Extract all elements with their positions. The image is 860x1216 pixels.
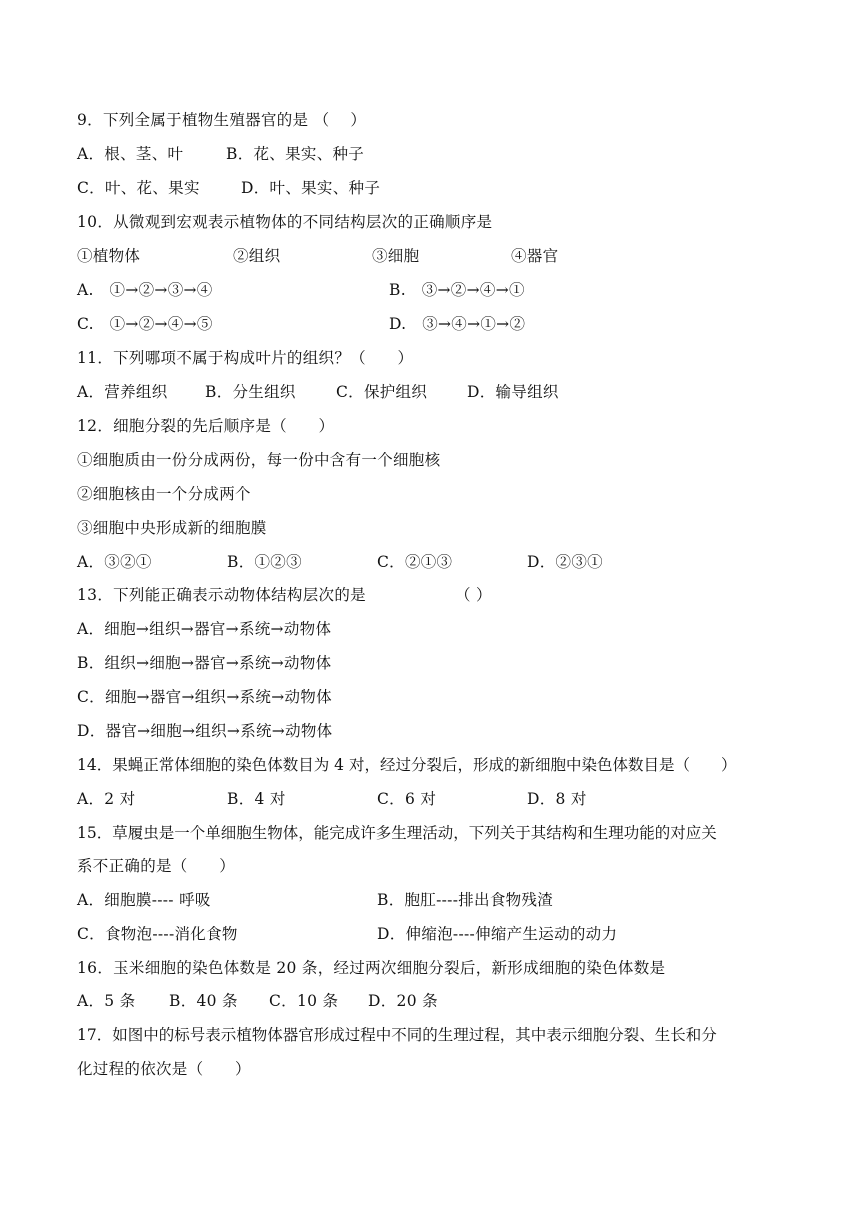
question-14-options-row: [77, 788, 777, 810]
question-13-option-b: B．组织→细胞→器官→系统→动物体: [77, 654, 332, 672]
option-d: D．②③①: [527, 553, 603, 571]
question-16-stem: 16．玉米细胞的染色体数是 20 条，经过两次细胞分裂后，新形成细胞的染色体数是: [77, 959, 666, 977]
item-3: ③细胞: [372, 247, 420, 265]
question-16-options-row: [77, 990, 777, 1012]
question-9-stem: 9．下列全属于植物生殖器官的是 （ ）: [77, 111, 367, 129]
option-d: D．8 对: [527, 790, 587, 808]
option-b: B．4 对: [227, 790, 286, 808]
question-13-option-a: A．细胞→组织→器官→系统→动物体: [77, 620, 332, 638]
option-b: B．胞肛----排出食物残渣: [377, 891, 554, 909]
question-12-statement-2: ②细胞核由一个分成两个: [77, 485, 251, 503]
question-13-option-d: D．器官→细胞→组织→系统→动物体: [77, 722, 333, 740]
item-4: ④器官: [511, 247, 559, 265]
question-15-options-row-2: [77, 923, 777, 945]
question-13-stem: 13．下列能正确表示动物体结构层次的是: [77, 586, 366, 604]
option-d: D．20 条: [368, 992, 438, 1010]
option-a: A．营养组织: [77, 383, 168, 401]
option-d: D．叶、果实、种子: [241, 179, 381, 197]
option-c: C．②①③: [377, 553, 453, 571]
option-a: A．细胞膜---- 呼吸: [77, 891, 211, 909]
question-13-option-c: C．细胞→器官→组织→系统→动物体: [77, 688, 332, 706]
question-9-options-row-1: [77, 143, 777, 165]
option-c: C．6 对: [377, 790, 437, 808]
option-a: A. ①→②→③→④: [77, 281, 213, 299]
option-b: B. ③→②→④→①: [389, 281, 525, 299]
option-d: D．伸缩泡----伸缩产生运动的动力: [377, 925, 618, 943]
question-15-stem-line-1: 15．草履虫是一个单细胞生物体，能完成许多生理活动，下列关于其结构和生理功能的对应关: [77, 824, 717, 842]
option-a: A．③②①: [77, 553, 152, 571]
item-2: ②组织: [233, 247, 281, 265]
question-12-stem: 12．细胞分裂的先后顺序是（ ）: [77, 417, 335, 435]
option-c: C．叶、花、果实: [77, 179, 200, 197]
question-12-statement-1: ①细胞质由一份分成两份，每一份中含有一个细胞核: [77, 451, 441, 469]
question-17-stem-line-2: 化过程的依次是（ ）: [77, 1060, 251, 1078]
option-c: C. ①→②→④→⑤: [77, 315, 213, 333]
question-17-stem-line-1: 17．如图中的标号表示植物体器官形成过程中不同的生理过程，其中表示细胞分裂、生长和分: [77, 1026, 717, 1044]
option-a: A．2 对: [77, 790, 136, 808]
question-14-stem: 14．果蝇正常体细胞的染色体数目为 4 对，经过分裂后，形成的新细胞中染色体数目是（ ）: [77, 756, 737, 774]
option-b: B．40 条: [169, 992, 238, 1010]
question-10-options-row-1: [77, 279, 777, 301]
question-12-options-row: [77, 551, 777, 573]
option-d: D．输导组织: [467, 383, 559, 401]
question-15-stem-line-2: 系不正确的是（ ）: [77, 857, 236, 875]
question-10-options-row-2: [77, 313, 777, 335]
option-c: C．10 条: [269, 992, 339, 1010]
option-a: A．5 条: [77, 992, 136, 1010]
question-9-options-row-2: [77, 177, 777, 199]
option-c: C．食物泡----消化食物: [77, 925, 238, 943]
item-1: ①植物体: [77, 247, 141, 265]
option-c: C．保护组织: [336, 383, 428, 401]
question-11-options-row: [77, 381, 777, 403]
option-b: B．分生组织: [205, 383, 296, 401]
option-a: A．根、茎、叶: [77, 145, 184, 163]
question-10-items-row: [77, 245, 777, 267]
option-b: B．①②③: [227, 553, 302, 571]
question-12-statement-3: ③细胞中央形成新的细胞膜: [77, 519, 267, 537]
option-d: D. ③→④→①→②: [389, 315, 526, 333]
question-10-stem: 10．从微观到宏观表示植物体的不同结构层次的正确顺序是: [77, 213, 493, 231]
question-13-stem-row: [77, 584, 777, 606]
answer-parentheses: （ ）: [455, 586, 492, 604]
option-b: B．花、果实、种子: [226, 145, 365, 163]
question-15-options-row-1: [77, 889, 777, 911]
question-11-stem: 11．下列哪项不属于构成叶片的组织？（ ）: [77, 349, 414, 367]
